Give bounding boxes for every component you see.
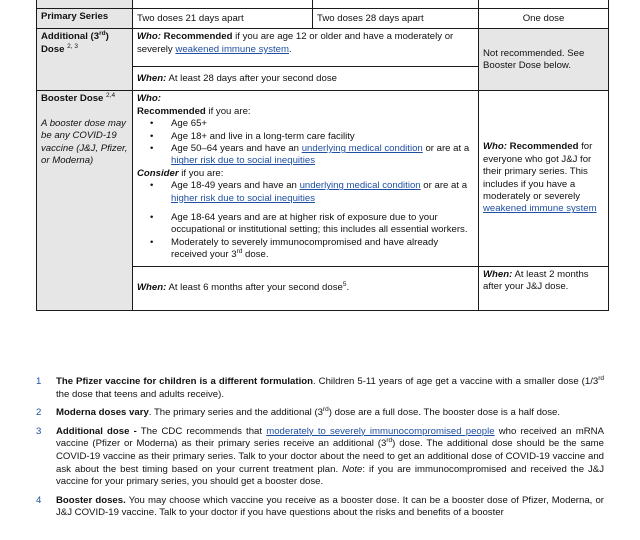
footnote-number: 1: [36, 376, 42, 387]
footnote-text: . Children 5-11 years of age get a vaccine with a smaller dose (1/3: [312, 376, 599, 387]
table-row-primary: [37, 9, 609, 29]
recommended-list: [137, 118, 474, 168]
list-item: [171, 212, 474, 237]
row-label-booster: [37, 91, 133, 310]
list-item: [171, 180, 474, 205]
cell-additional-when: [133, 67, 479, 91]
table-cell: [133, 0, 313, 9]
underlying-medical-condition-link[interactable]: underlying medical condition: [299, 180, 421, 192]
punct: .: [346, 281, 350, 293]
footnote-ref: 5: [342, 280, 347, 288]
footnote-item: [36, 376, 604, 401]
footnote-ref: 2, 3: [67, 42, 78, 50]
footnotes: [36, 376, 604, 526]
label-text: Dose: [41, 43, 65, 55]
jj-additional-text: Not recommended. See Booster Dose below.: [483, 47, 585, 71]
consider-list: [137, 180, 474, 261]
label-text: Additional (3: [41, 31, 100, 43]
cell-booster-who: [133, 91, 479, 266]
footnote-heading: Booster doses.: [56, 494, 126, 506]
vaccine-schedule-table: [36, 0, 609, 311]
table-row: [37, 0, 609, 9]
table-cell: [37, 0, 133, 9]
footnote-text: You may choose which vaccine you receive as a booster dose. It can be a booster dose of Pfizer, Moderna, or J&J COVID-19 vaccine. Talk to your doctor if you have questions about the risks and benefits of a booster: [56, 494, 604, 519]
footnote-heading: The Pfizer vaccine for children is a different formulation: [56, 376, 313, 387]
list-item: [171, 118, 474, 130]
item-text: Age 50–64 years and have an: [171, 143, 300, 155]
list-item: [171, 237, 474, 262]
sup: rd: [598, 374, 604, 382]
recommended-suffix: if you are:: [208, 105, 251, 117]
item-text: Age 18-49 years and have an: [171, 180, 297, 192]
when-label: When:: [137, 281, 167, 293]
cell-booster-when: [133, 266, 479, 310]
consider-label: Consider: [137, 167, 179, 179]
cell-jj-booster-who: [479, 91, 609, 266]
when-label: When:: [137, 72, 167, 84]
sup: rd: [386, 437, 393, 445]
when-text: At least 6 months after your second dose: [168, 281, 343, 293]
cell-additional-who: [133, 29, 479, 67]
social-inequities-link[interactable]: higher risk due to social inequities: [171, 192, 315, 204]
immunocompromised-people-link[interactable]: moderately to severely immunocompromised people: [266, 425, 495, 437]
jj-who-text: for everyone who got J&J for their primary series. This includes if you have a moderately or severely: [483, 141, 593, 202]
label-text: Booster Dose: [41, 93, 104, 105]
row-label-primary: Primary Series: [37, 9, 133, 29]
item-text: or are at a: [423, 180, 468, 192]
footnote-number: 3: [36, 425, 42, 437]
cell-moderna-primary: Two doses 28 days apart: [313, 9, 479, 29]
footnote-item: [36, 495, 604, 520]
list-item: [171, 143, 474, 168]
weakened-immune-system-link[interactable]: weakened immune system: [175, 43, 289, 55]
footnote-item: [36, 426, 604, 489]
punct: .: [288, 43, 292, 55]
when-text: At least 28 days after your second dose: [168, 72, 337, 84]
cell-jj-additional: [479, 29, 609, 91]
weakened-immune-system-link[interactable]: weakened immune system: [483, 203, 597, 215]
footnote-text: who received an mRNA vaccine (Pfizer or Moderna) as their primary series receive an additional (3: [56, 425, 604, 450]
who-label: Who:: [137, 31, 161, 43]
item-text: Age 18+ and live in a long-term care facility: [171, 130, 355, 142]
recommended-label: Recommended: [509, 141, 579, 153]
underlying-medical-condition-link[interactable]: underlying medical condition: [301, 143, 423, 155]
recommended-label: Recommended: [137, 105, 206, 117]
note-label: Note: [342, 463, 363, 475]
item-text: Moderately to severely immunocompromised and have already received your 3: [171, 236, 439, 261]
list-item: [171, 131, 474, 143]
footnote-text: the dose that teens and adults receive).: [56, 388, 224, 400]
footnote-item: [36, 407, 604, 420]
who-label: Who:: [137, 93, 161, 105]
footnote-number: 4: [36, 494, 42, 506]
sup: rd: [322, 406, 329, 413]
item-text: dose.: [242, 249, 269, 261]
footnote-text: ) dose are a full dose. The booster dose is a half dose.: [328, 407, 561, 419]
footnote-text: The CDC recommends that: [136, 425, 267, 437]
footnote-text: : if you are immunocompromised and received the J&J vaccine for your primary series, you should get a booster dose.: [56, 463, 605, 488]
footnote-heading: Moderna doses vary: [56, 407, 149, 419]
table-cell: [313, 0, 479, 9]
label-text: ): [105, 31, 109, 43]
table-cell: [479, 0, 609, 9]
when-label: When:: [483, 268, 513, 280]
sup: rd: [236, 248, 243, 256]
cell-pfizer-primary: Two doses 21 days apart: [133, 9, 313, 29]
jj-when-text: At least 2 months after your J&J dose.: [483, 268, 589, 293]
footnote-text: ) dose. The additional dose should be the same COVID-19 vaccine as their primary series. Talk to your doctor about the need to get an additional dose of COVID-19 vaccine and ask about the best timing based on your current treatment plan.: [56, 438, 604, 475]
row-label-additional: [37, 29, 133, 91]
footnote-ref: 2,4: [106, 92, 116, 100]
social-inequities-link[interactable]: higher risk due to social inequities: [171, 155, 315, 167]
footnote-heading: Additional dose -: [56, 425, 137, 437]
consider-suffix: if you are:: [181, 167, 224, 179]
booster-side-note: A booster dose may be any COVID-19 vaccine (J&J, Pfizer, or Moderna): [41, 117, 128, 167]
who-text: if you are age 12 or older and have a moderately or severely: [137, 31, 454, 55]
table-row-additional: [37, 29, 609, 67]
item-text: Age 65+: [171, 118, 208, 130]
cell-jj-booster-when: [479, 266, 609, 310]
footnote-text: . The primary series and the additional (3: [148, 407, 323, 419]
cell-jj-primary: One dose: [479, 9, 609, 29]
item-text: or are at a: [425, 143, 470, 155]
label-sup: rd: [99, 30, 106, 38]
table-row-booster: [37, 91, 609, 266]
item-text: Age 18-64 years and are at higher risk of exposure due to your occupational or institutional setting; this includes all essential workers.: [171, 212, 468, 236]
footnote-number: 2: [36, 407, 42, 419]
who-label: Who:: [483, 141, 507, 153]
recommended-label: Recommended: [163, 31, 233, 43]
